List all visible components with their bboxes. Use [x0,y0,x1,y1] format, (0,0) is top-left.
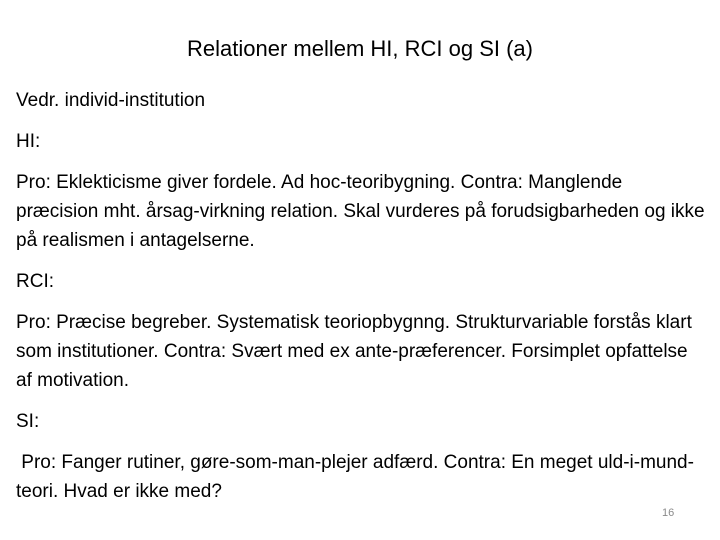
si-paragraph: Pro: Fanger rutiner, gøre-som-man-plejer adfærd. Contra: En meget uld-i-mund-teori. Hvad er ikke med? [16,452,694,502]
page-number: 16 [662,507,675,519]
rci-paragraph: Pro: Præcise begreber. Systematisk teoriopbygnng. Strukturvariable forstås klart som institutioner. Contra: Svært med ex ante-præferencer. Forsimplet opfattelse af motivation. [16,312,692,391]
slide-body [16,86,706,518]
hi-paragraph: Pro: Eklekticisme giver fordele. Ad hoc-teoribygning. Contra: Manglende præcision mht. årsag-virkning relation. Skal vurderes på forudsigbarheden og ikke på realismen i antagelserne. [16,172,705,251]
si-heading: SI: [16,411,40,432]
hi-heading: HI: [16,131,41,152]
rci-heading: RCI: [16,271,54,292]
subtitle-line: Vedr. individ-institution [16,90,206,111]
slide-title: Relationer mellem HI, RCI og SI (a) [187,36,533,61]
